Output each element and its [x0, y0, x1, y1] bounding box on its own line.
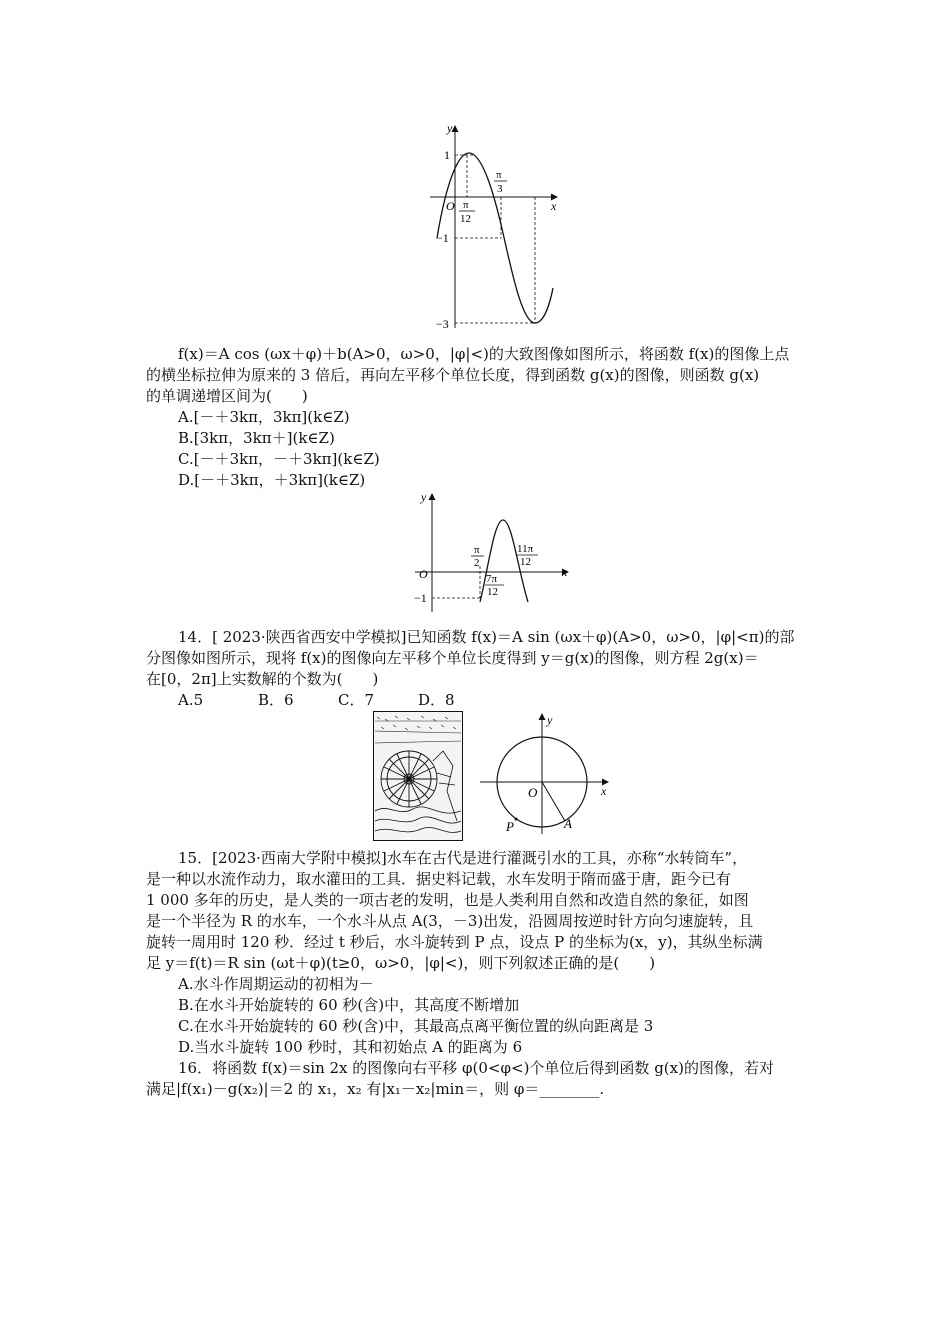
x-mark-7pi12-num: 7π [486, 573, 498, 585]
option-d: D.当水斗旋转 100 秒时，其和初始点 A 的距离为 6 [178, 1038, 523, 1056]
y-axis-label: y [447, 121, 453, 135]
figure-2-sine-graph [410, 490, 575, 615]
x-mark-pi12-num: π [463, 199, 469, 211]
figure-1-cosine-graph [425, 118, 575, 330]
y-axis-label: y [421, 490, 427, 504]
point-a-label: A [564, 816, 572, 831]
problem-13-line-2: 的横坐标拉伸为原来的 3 倍后，再向左平移个单位长度，得到函数 g(x)的图像，则函数 g(x) [146, 366, 760, 384]
y-axis-label: y [547, 713, 553, 727]
problem-13-line-1: f(x)＝A cos (ωx＋φ)＋b(A>0，ω>0，|φ|<)的大致图像如图所示，将函数 f(x)的图像上点 [178, 345, 790, 363]
option-c: C.在水斗开始旋转的 60 秒(含)中，其最高点离平衡位置的纵向距离是 3 [178, 1017, 654, 1035]
x-axis-label: x [551, 199, 557, 213]
option-b: B．6 [258, 691, 294, 709]
problem-14-line-1: 14．[ 2023·陕西省西安中学模拟]已知函数 f(x)＝A sin (ωx＋φ)(A>0，ω>0，|φ|<π)的部 [178, 628, 795, 646]
problem-15-line-3: 1 000 多年的历史，是人类的一项古老的发明，也是人类利用自然和改造自然的象征，如图 [146, 891, 749, 909]
problem-14-line-2: 分图像如图所示，现将 f(x)的图像向左平移个单位长度得到 y＝g(x)的图像，则方程 2g(x)＝ [146, 649, 759, 667]
problem-15-line-5: 旋转一周用时 120 秒．经过 t 秒后，水斗旋转到 P 点，设点 P 的坐标为(x，y)，其纵坐标满 [146, 933, 763, 951]
option-d: D.[－＋3kπ，＋3kπ](k∈Z) [178, 471, 366, 489]
figure-3-circle [478, 712, 613, 837]
x-mark-pi2-den: 2 [474, 557, 480, 569]
option-c: C．7 [338, 691, 375, 709]
y-label-neg1: −1 [436, 231, 449, 245]
origin-label: O [528, 785, 538, 800]
x-mark-11pi12-den: 12 [520, 556, 531, 568]
option-d: D．8 [418, 691, 455, 709]
option-a: A.5 [178, 691, 204, 709]
point-p-label: P [506, 819, 514, 834]
option-c: C.[－＋3kπ，－＋3kπ](k∈Z) [178, 450, 380, 468]
x-mark-11pi12-num: 11π [517, 543, 534, 555]
problem-13-line-3: 的单调递增区间为( ) [146, 387, 308, 405]
problem-15-line-1: 15．[2023·西南大学附中模拟]水车在古代是进行灌溉引水的工具，亦称“水转筒车”， [178, 849, 748, 867]
origin-label: O [419, 567, 428, 581]
x-mark-pi3-den: 3 [497, 183, 503, 195]
problem-15-line-4: 是一个半径为 R 的水车，一个水斗从点 A(3，－3)出发，沿圆周按逆时针方向匀速旋转，且 [146, 912, 754, 930]
wheel-icon [381, 751, 437, 807]
x-mark-7pi12-den: 12 [487, 586, 498, 598]
problem-14-options [178, 690, 838, 710]
x-axis-label: x [601, 784, 607, 798]
problem-16-line-2: 满足|f(x₁)－g(x₂)|＝2 的 x₁，x₂ 有|x₁－x₂|min＝，则 φ＝________. [146, 1080, 605, 1098]
origin-label: O [446, 199, 455, 213]
x-mark-pi2-num: π [474, 544, 480, 556]
option-b: B.[3kπ，3kπ＋](k∈Z) [178, 429, 335, 447]
point-p [515, 818, 518, 821]
y-label-neg3: −3 [436, 317, 449, 330]
option-a: A.水斗作周期运动的初相为－ [178, 975, 374, 993]
x-mark-pi12-den: 12 [460, 213, 471, 225]
problem-16-line-1: 16．将函数 f(x)＝sin 2x 的图像向右平移 φ(0<φ<)个单位后得到函数 g(x)的图像，若对 [178, 1059, 774, 1077]
problem-15-line-6: 足 y＝f(t)＝R sin (ωt＋φ)(t≥0，ω>0，|φ|<)，则下列叙述正确的是( ) [146, 954, 656, 972]
x-mark-pi3-num: π [496, 169, 502, 181]
x-axis-label: x [562, 565, 568, 579]
problem-15-line-2: 是一种以水流作动力，取水灌田的工具．据史料记载，水车发明于隋而盛于唐，距今已有 [146, 870, 732, 888]
option-b: B.在水斗开始旋转的 60 秒(含)中，其高度不断增加 [178, 996, 520, 1014]
y-label-1: 1 [444, 148, 450, 162]
option-a: A.[－＋3kπ，3kπ](k∈Z) [178, 408, 350, 426]
y-label-neg1: −1 [414, 591, 427, 605]
radius-oa [542, 782, 565, 821]
problem-14-line-3: 在[0，2π]上实数解的个数为( ) [146, 670, 379, 688]
waterwheel-illustration [373, 711, 463, 841]
